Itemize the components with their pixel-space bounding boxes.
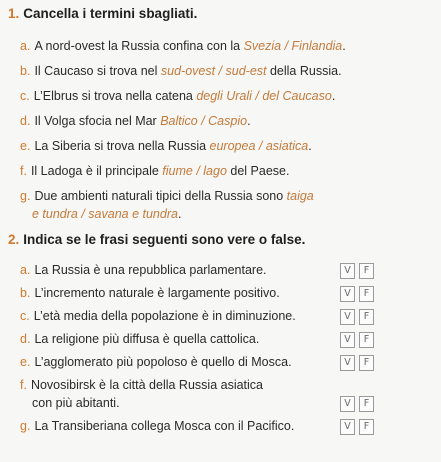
exercise-2-title: Indica se le frasi seguenti sono vere o false. xyxy=(23,232,306,247)
exercise-1-heading xyxy=(8,6,197,21)
ex2-item-d: d. La religione più diffusa è quella cattolica. xyxy=(20,332,260,346)
option-choice[interactable]: sud-ovest / sud-est xyxy=(160,64,267,78)
false-checkbox[interactable]: F xyxy=(359,286,374,302)
exercise-2-number: 2. xyxy=(8,232,20,247)
true-checkbox[interactable]: V xyxy=(340,332,355,348)
ex1-item-d: d. Il Volga sfocia nel Mar Baltico / Caspio. xyxy=(20,114,251,128)
false-checkbox[interactable]: F xyxy=(359,355,374,371)
option-choice[interactable]: Svezia / Finlandia xyxy=(243,39,343,53)
ex1-item-c: c. L’Elbrus si trova nella catena degli Urali / del Caucaso. xyxy=(20,89,336,103)
ex2-item-c: c. L’età media della popolazione è in diminuzione. xyxy=(20,309,296,323)
ex2-item-g: g. La Transiberiana collega Mosca con il Pacifico. xyxy=(20,419,295,433)
false-checkbox[interactable]: F xyxy=(359,332,374,348)
option-choice[interactable]: degli Urali / del Caucaso xyxy=(196,89,332,103)
exercise-1-number: 1. xyxy=(8,6,20,21)
option-choice[interactable]: taiga xyxy=(286,189,314,203)
exercise-2-heading xyxy=(8,232,305,247)
ex2-item-a: a. La Russia è una repubblica parlamentare. xyxy=(20,263,267,277)
ex1-item-g: g. Due ambienti naturali tipici della Russia sono taiga xyxy=(20,189,314,203)
true-false-boxes xyxy=(340,263,374,279)
ex1-item-f: f. Il Ladoga è il principale fiume / lago del Paese. xyxy=(20,164,290,178)
ex1-item-a: a. A nord-ovest la Russia confina con la Svezia / Finlandia. xyxy=(20,39,346,53)
true-false-boxes xyxy=(340,419,374,435)
ex1-item-e: e. La Siberia si trova nella Russia europea / asiatica. xyxy=(20,139,312,153)
option-choice[interactable]: europea / asiatica xyxy=(209,139,309,153)
option-choice[interactable]: e tundra / savana e tundra xyxy=(32,207,178,221)
true-false-boxes xyxy=(340,396,374,412)
ex1-item-g-continued: e tundra / savana e tundra. xyxy=(32,207,182,221)
ex2-item-b: b. L’incremento naturale è largamente positivo. xyxy=(20,286,280,300)
true-checkbox[interactable]: V xyxy=(340,309,355,325)
true-checkbox[interactable]: V xyxy=(340,263,355,279)
false-checkbox[interactable]: F xyxy=(359,309,374,325)
true-checkbox[interactable]: V xyxy=(340,355,355,371)
true-false-boxes xyxy=(340,332,374,348)
option-choice[interactable]: fiume / lago xyxy=(162,164,227,178)
false-checkbox[interactable]: F xyxy=(359,396,374,412)
false-checkbox[interactable]: F xyxy=(359,263,374,279)
true-checkbox[interactable]: V xyxy=(340,396,355,412)
true-false-boxes xyxy=(340,355,374,371)
ex2-item-f-continued: con più abitanti. xyxy=(32,396,120,410)
ex2-item-e: e. L’agglomerato più popoloso è quello di Mosca. xyxy=(20,355,292,369)
ex1-item-b: b. Il Caucaso si trova nel sud-ovest / sud-est della Russia. xyxy=(20,64,342,78)
false-checkbox[interactable]: F xyxy=(359,419,374,435)
option-choice[interactable]: Baltico / Caspio xyxy=(160,114,248,128)
exercise-1-title: Cancella i termini sbagliati. xyxy=(23,6,198,21)
ex2-item-f: f. Novosibirsk è la città della Russia asiatica xyxy=(20,378,263,392)
true-false-boxes xyxy=(340,286,374,302)
true-checkbox[interactable]: V xyxy=(340,419,355,435)
true-checkbox[interactable]: V xyxy=(340,286,355,302)
true-false-boxes xyxy=(340,309,374,325)
